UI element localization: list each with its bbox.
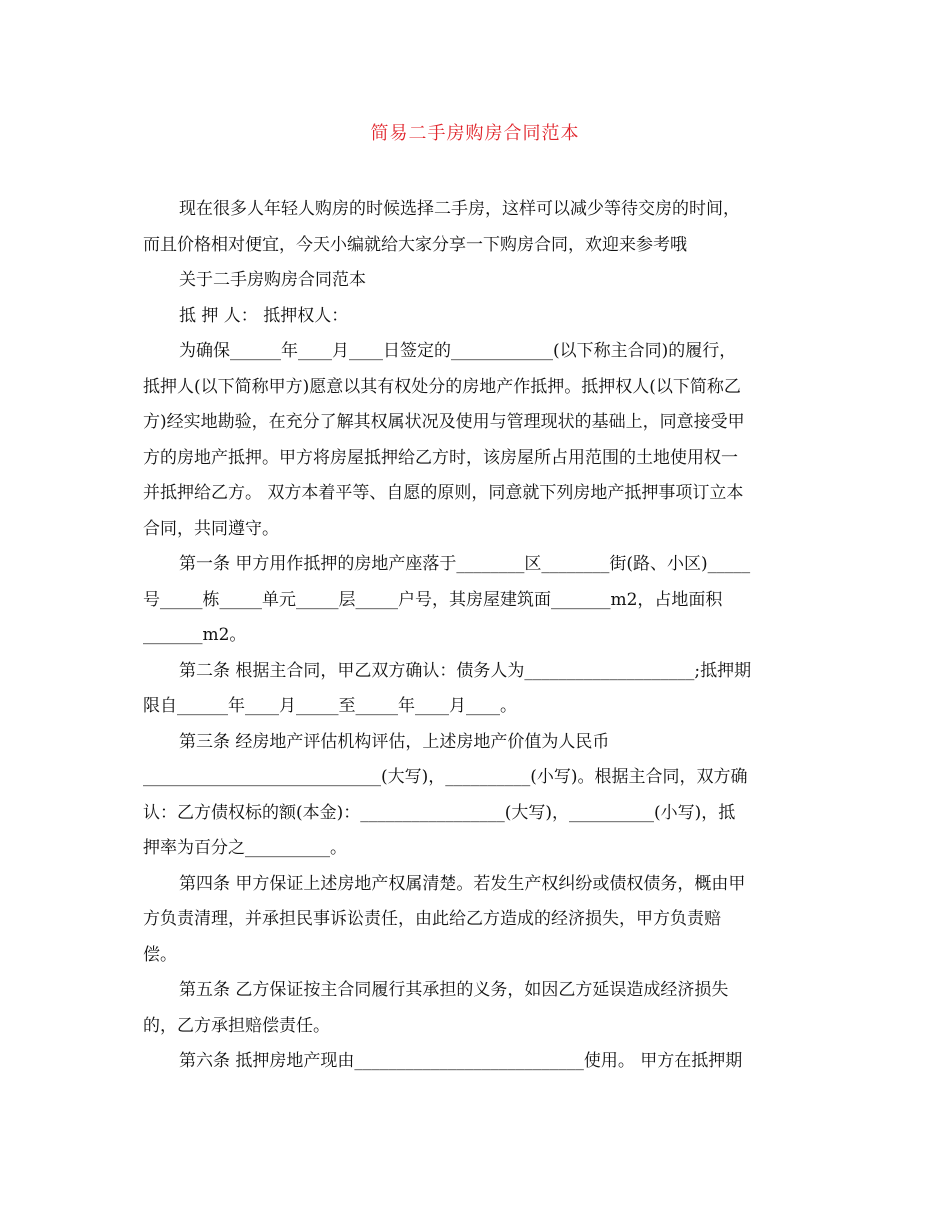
- document-title: 简易二手房购房合同范本: [370, 123, 580, 144]
- body-line: 第五条 乙方保证按主合同履行其承担的义务，如因乙方延误造成经济损失: [179, 980, 729, 1000]
- body-line: 方负责清理，并承担民事诉讼责任，由此给乙方造成的经济损失，甲方负责赔: [143, 909, 721, 929]
- body-line: 关于二手房购房合同范本: [179, 270, 366, 290]
- body-line: 方)经实地勘验，在充分了解其权属状况及使用与管理现状的基础上，同意接受甲: [143, 412, 745, 432]
- body-line: 号_____栋_____单元_____层_____户号，其房屋建筑面_______m2，占地面积: [143, 589, 723, 610]
- body-line: 抵押人(以下简称甲方)愿意以其有权处分的房地产作抵押。抵押权人(以下简称乙: [143, 376, 741, 397]
- body-line: 第三条 经房地产评估机构评估，上述房地产价值为人民币: [179, 731, 610, 752]
- body-line: ____________________________(大写)，__________(小写)。根据主合同，双方确: [143, 767, 748, 787]
- body-line: 抵 押 人： 抵押权人：: [179, 305, 349, 326]
- body-line: 第四条 甲方保证上述房地产权属清楚。若发生产权纠纷或债权债务，概由甲: [179, 873, 746, 894]
- body-line: 押率为百分之__________。: [143, 838, 347, 858]
- body-line: 并抵押给乙方。 双方本着平等、自愿的原则，同意就下列房地产抵押事项订立本: [143, 483, 744, 503]
- body-line: _______m2。: [143, 625, 247, 645]
- body-line: 偿。: [143, 944, 177, 965]
- body-line: 的，乙方承担赔偿责任。: [143, 1015, 330, 1036]
- body-line: 第一条 甲方用作抵押的房地产座落于________区________街(路、小区)_____: [179, 554, 751, 574]
- body-line: 而且价格相对便宜，今天小编就给大家分享一下购房合同，欢迎来参考哦: [143, 234, 687, 255]
- document-body: [143, 192, 809, 1080]
- body-line: 现在很多人年轻人购房的时候选择二手房，这样可以减少等待交房的时间，: [179, 199, 740, 219]
- body-line: 为确保______年____月____日签定的____________(以下称主合同)的履行，: [179, 341, 737, 361]
- body-line: 方的房地产抵押。甲方将房屋抵押给乙方时，该房屋所占用范围的土地使用权一: [143, 447, 738, 468]
- body-line: 认：乙方债权标的额(本金)：_________________(大写)，__________(小写)，抵: [143, 802, 736, 823]
- body-line: 限自______年____月_____至_____年____月____。: [143, 696, 517, 716]
- body-line: 合同，共同遵守。: [143, 518, 279, 539]
- body-line: 第六条 抵押房地产现由___________________________使用。 甲方在抵押期: [179, 1051, 743, 1071]
- body-line: 第二条 根据主合同，甲乙双方确认：债务人为____________________;抵押期: [179, 660, 752, 681]
